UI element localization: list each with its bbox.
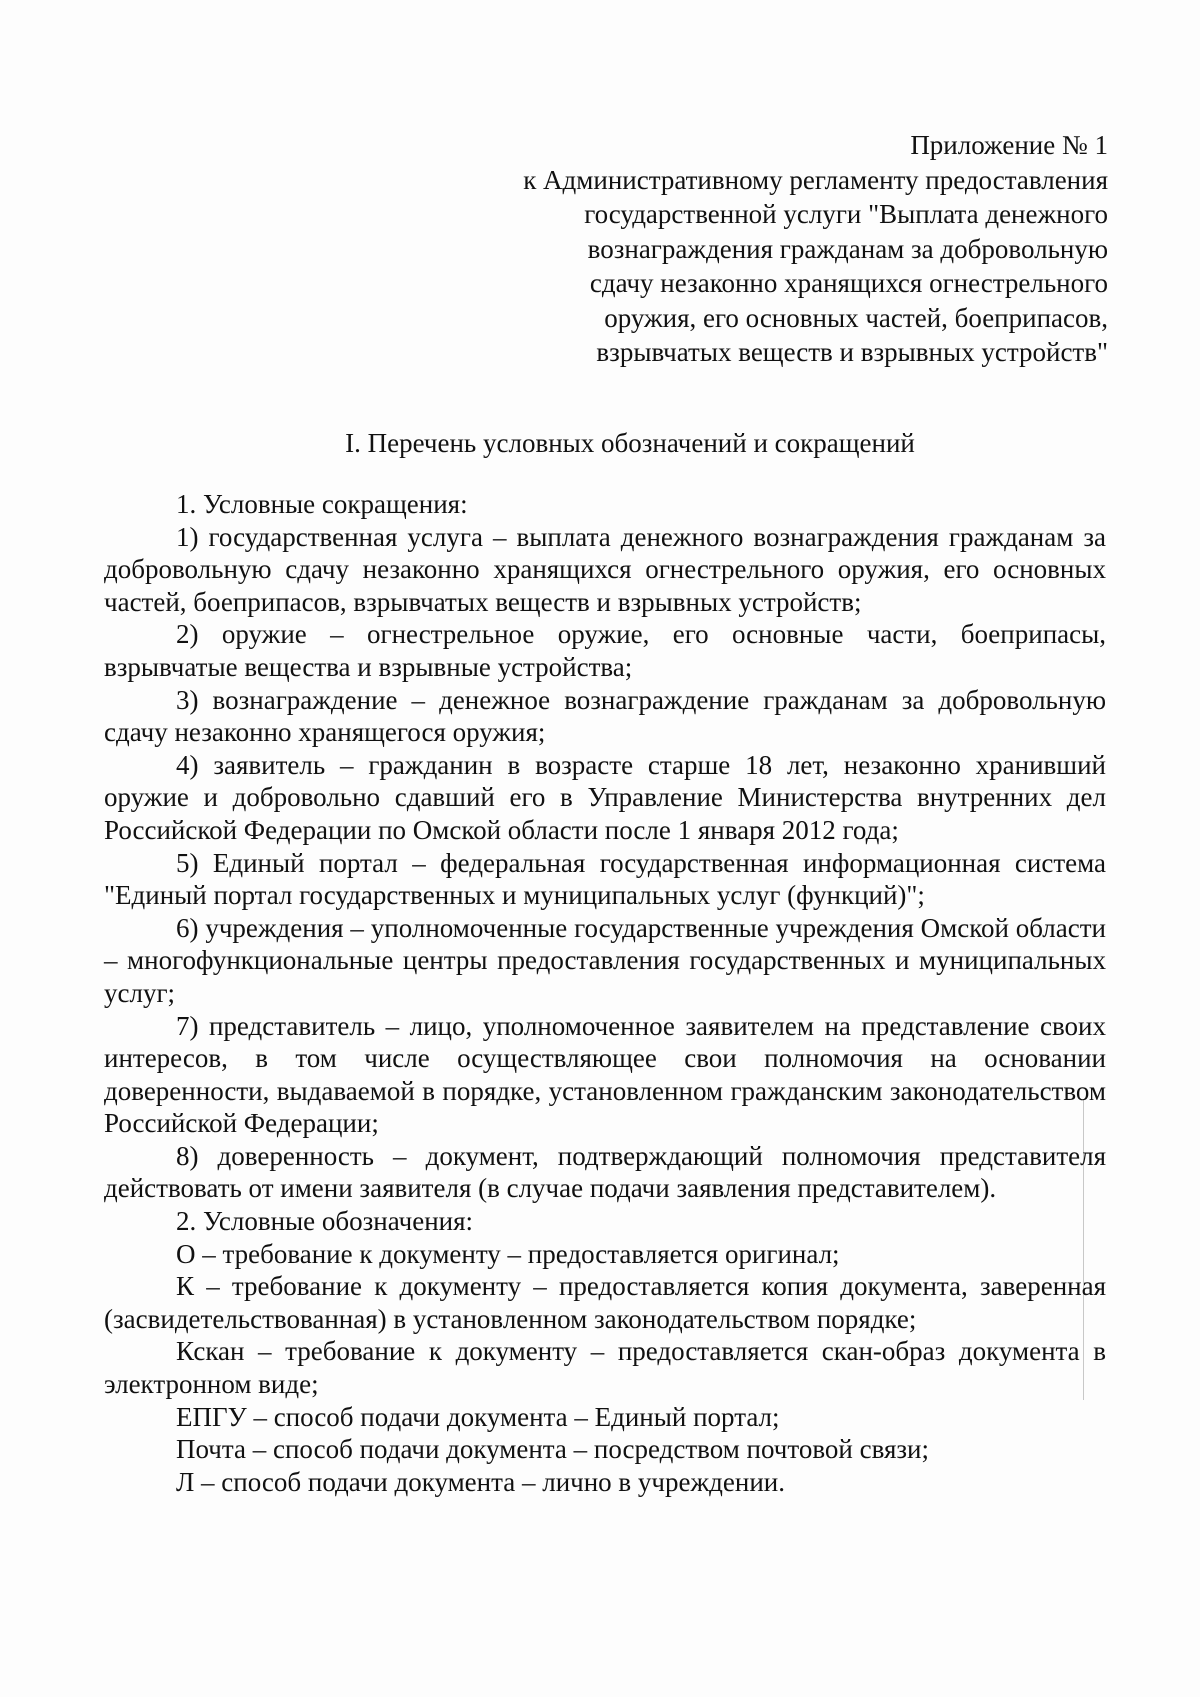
appendix-line: к Административному регламенту предоставления xyxy=(523,164,1108,195)
appendix-line: оружия, его основных частей, боеприпасов, xyxy=(604,302,1108,333)
paragraph-abbreviations-heading: 1. Условные сокращения: xyxy=(176,489,468,519)
document-body xyxy=(104,488,1106,1498)
paragraph-item: 3) вознаграждение – денежное вознаграждение гражданам за добровольную сдачу незаконно хранящегося оружия; xyxy=(104,684,1106,748)
appendix-line: взрывчатых веществ и взрывных устройств" xyxy=(596,337,1108,367)
paragraph-item: 7) представитель – лицо, уполномоченное заявителем на представление своих интересов, в том числе осуществляющее свои полномочия на основании доверенности, выдаваемой в порядке, установленном гражданским законодательством Российской Федерации; xyxy=(104,1010,1106,1139)
appendix-line: вознаграждения гражданам за добровольную xyxy=(587,233,1108,264)
paragraph-item: 2) оружие – огнестрельное оружие, его основные части, боеприпасы, взрывчатые вещества и взрывные устройства; xyxy=(104,619,1106,682)
appendix-line: государственной услуги "Выплата денежного xyxy=(584,199,1108,229)
paragraph-item: 8) доверенность – документ, подтверждающий полномочия представителя действовать от имени заявителя (в случае подачи заявления представителем). xyxy=(104,1140,1106,1204)
paragraph-notations-heading: 2. Условные обозначения: xyxy=(176,1206,474,1237)
paragraph-notation: К – требование к документу – предоставляется копия документа, заверенная (засвидетельствованная) в установленном законодательством порядке; xyxy=(104,1271,1106,1334)
appendix-line: Приложение № 1 xyxy=(910,130,1108,160)
section-title: I. Перечень условных обозначений и сокращений xyxy=(345,428,915,458)
paragraph-notation: Кскан – требование к документу – предоставляется скан-образ документа в электронном виде; xyxy=(104,1336,1106,1400)
paragraph-notation: ЕПГУ – способ подачи документа – Единый портал; xyxy=(176,1401,780,1432)
paragraph-notation: Почта – способ подачи документа – посредством почтовой связи; xyxy=(176,1434,929,1465)
paragraph-notation: О – требование к документу – предоставляется оригинал; xyxy=(176,1238,840,1269)
paragraph-item: 5) Единый портал – федеральная государственная информационная система "Единый портал государственных и муниципальных услуг (функций)"; xyxy=(104,847,1106,911)
paragraph-notation: Л – способ подачи документа – лично в учреждении. xyxy=(176,1466,785,1497)
paragraph-item: 1) государственная услуга – выплата денежного вознаграждения гражданам за добровольную сдачу незаконно хранящихся огнестрельного оружия, его основных частей, боеприпасов, взрывчатых веществ и взрывных устройств; xyxy=(104,521,1106,617)
appendix-line: сдачу незаконно хранящихся огнестрельного xyxy=(589,268,1108,298)
paragraph-item: 4) заявитель – гражданин в возрасте старше 18 лет, незаконно хранивший оружие и добровольно сдавший его в Управление Министерства внутренних дел Российской Федерации по Омской области после 1 января 2012 года; xyxy=(104,749,1106,845)
paragraph-item: 6) учреждения – уполномоченные государственные учреждения Омской области – многофункциональные центры предоставления государственных и муниципальных услуг; xyxy=(104,912,1106,1008)
appendix-header xyxy=(348,128,1108,370)
